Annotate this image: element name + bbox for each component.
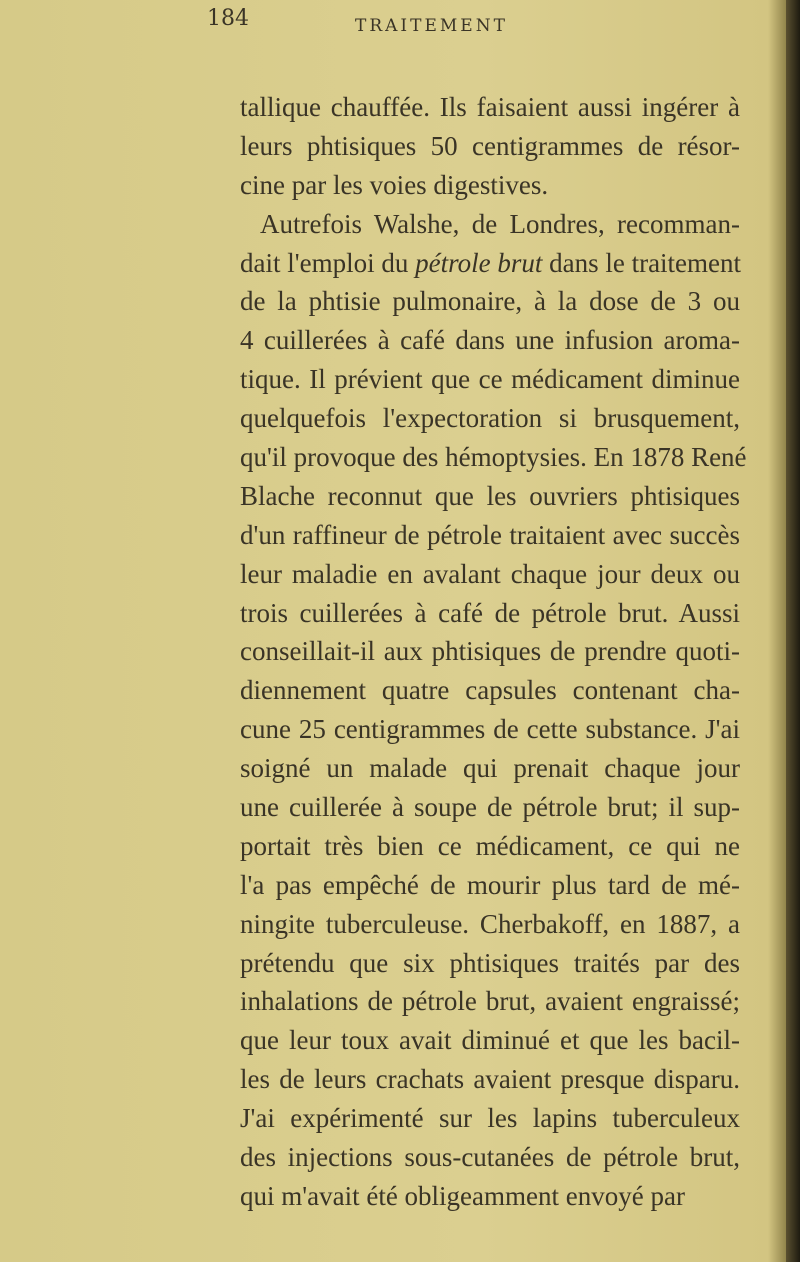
text-line: qui m'avait été obligeamment envoyé par <box>240 1180 685 1211</box>
text-line: portait très bien ce médicament, ce qui ne <box>240 830 740 861</box>
text-line: 4 cuillerées à café dans une infusion aroma- <box>240 325 740 356</box>
text-line: dait l'emploi du pétrole brut dans le traitement <box>240 247 742 278</box>
text-line: conseillait-il aux phtisiques de prendre quoti- <box>240 636 740 667</box>
text-line: l'a pas empêché de mourir plus tard de mé- <box>240 869 740 900</box>
text-line: Autrefois Walshe, de Londres, recomman- <box>260 208 740 239</box>
text-line: tique. Il prévient que ce médicament diminue <box>240 364 740 395</box>
text-line: cine par les voies digestives. <box>240 169 549 200</box>
text-line: quelquefois l'expectoration si brusquement, <box>240 403 740 434</box>
text-line: Blache reconnut que les ouvriers phtisiques <box>240 480 740 511</box>
text-line: diennement quatre capsules contenant cha- <box>240 675 740 706</box>
text-line: d'un raffineur de pétrole traitaient avec succès <box>240 519 740 550</box>
text-line: que leur toux avait diminué et que les bacil- <box>240 1025 740 1056</box>
page-edge <box>786 0 800 1262</box>
text-line: trois cuillerées à café de pétrole brut. Aussi <box>240 597 740 628</box>
text-line: J'ai expérimenté sur les lapins tuberculeux <box>240 1103 740 1134</box>
text-line: cune 25 centigrammes de cette substance. J'ai <box>240 714 740 745</box>
text-line: des injections sous-cutanées de pétrole brut, <box>240 1142 740 1173</box>
running-head: TRAITEMENT <box>355 16 508 36</box>
page-number: 184 <box>207 6 249 31</box>
text-line: leur maladie en avalant chaque jour deux ou <box>240 558 740 589</box>
page-body-text <box>240 88 747 1216</box>
text-line: qu'il provoque des hémoptysies. En 1878 René <box>240 442 747 473</box>
text-line: les de leurs crachats avaient presque disparu. <box>240 1064 740 1095</box>
text-line: soigné un malade qui prenait chaque jour <box>240 753 740 784</box>
text-line: inhalations de pétrole brut, avaient engraissé; <box>240 986 740 1017</box>
text-line: une cuillerée à soupe de pétrole brut; il sup- <box>240 792 740 823</box>
italic-term: pétrole brut <box>415 247 543 278</box>
text-line: leurs phtisiques 50 centigrammes de résor- <box>240 130 740 161</box>
text-line: prétendu que six phtisiques traités par des <box>240 947 740 978</box>
text-line: de la phtisie pulmonaire, à la dose de 3 ou <box>240 286 740 317</box>
text-line: tallique chauffée. Ils faisaient aussi ingérer à <box>240 92 740 122</box>
text-line: ningite tuberculeuse. Cherbakoff, en 1887, a <box>240 908 740 939</box>
